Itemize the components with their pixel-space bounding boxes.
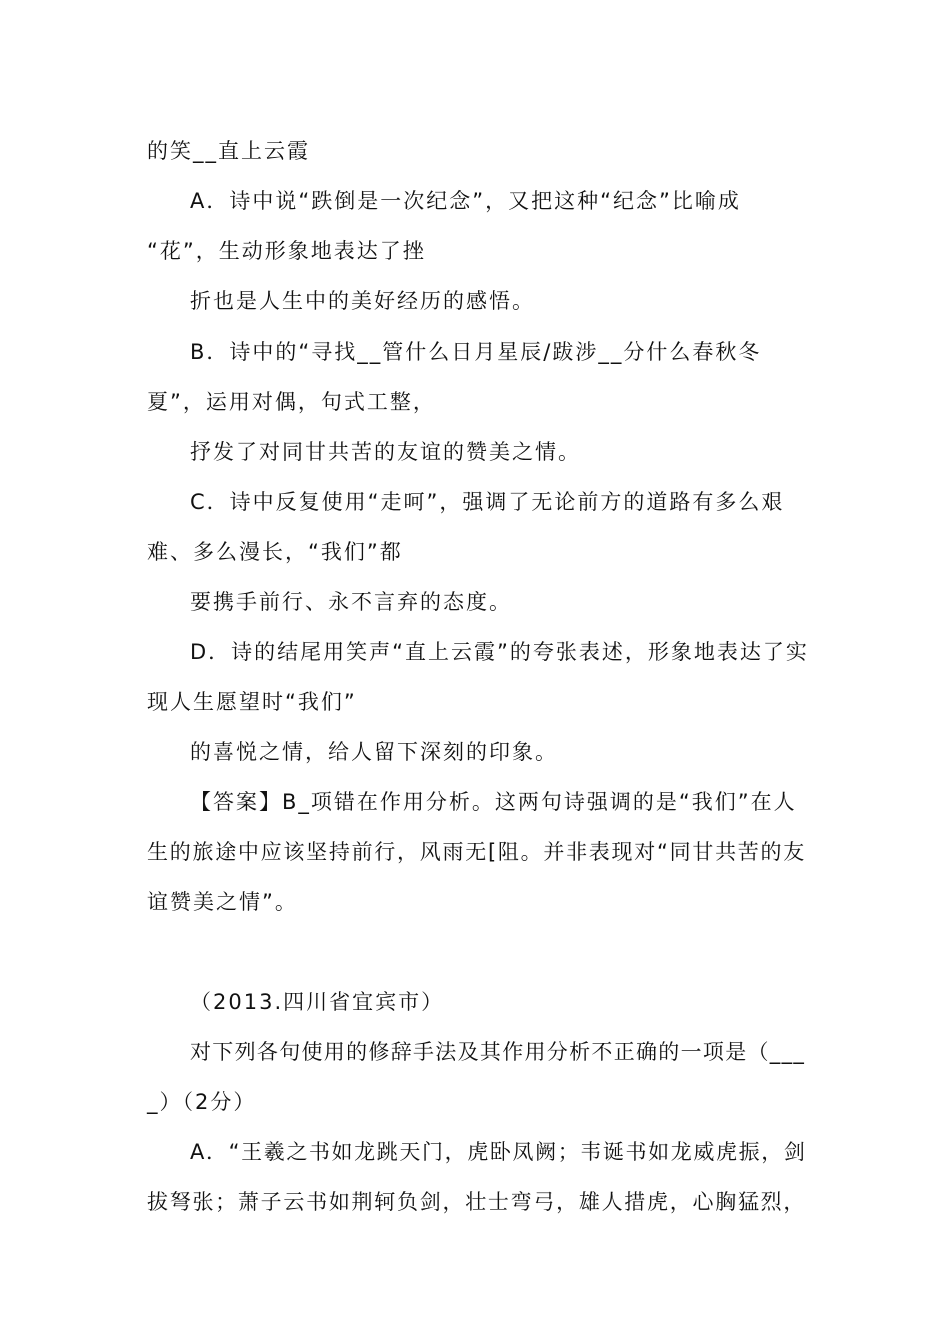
- text-line: 谊赞美之情”。: [147, 890, 298, 914]
- text-line: 抒发了对同甘共苦的友谊的赞美之情。: [190, 440, 581, 464]
- text-line: 难、多么漫长，“我们”都: [147, 540, 403, 564]
- text-line: 现人生愿望时“我们”: [147, 690, 357, 714]
- text-line: 拔弩张；萧子云书如荆轲负剑，壮士弯弓，雄人措虎，心胸猛烈，: [147, 1190, 807, 1214]
- option-b-line: B．诗中的“寻找__管什么日月星辰/跋涉__分什么春秋冬: [190, 340, 762, 364]
- question-line: 对下列各句使用的修辞手法及其作用分析不正确的一项是（___: [190, 1040, 806, 1064]
- text-line: 要携手前行、永不言弃的态度。: [190, 590, 512, 614]
- text-line: 折也是人生中的美好经历的感悟。: [190, 289, 535, 313]
- source-line: （2013.四川省宜宾市）: [190, 990, 445, 1014]
- option-c-line: C．诗中反复使用“走呵”，强调了无论前方的道路有多么艰: [190, 490, 785, 514]
- text-line: 的笑__直上云霞: [147, 139, 310, 163]
- text-line: 的喜悦之情，给人留下深刻的印象。: [190, 740, 558, 764]
- text-line: “花”，生动形象地表达了挫: [147, 239, 426, 263]
- option-a-line: A．“王羲之书如龙跳天门，虎卧凤阙；韦诞书如龙威虎振，剑: [190, 1140, 807, 1164]
- option-d-line: D．诗的结尾用笑声“直上云霞”的夸张表述，形象地表达了实: [190, 640, 809, 664]
- text-line: 夏”，运用对偶，句式工整，: [147, 390, 436, 414]
- text-line: 生的旅途中应该坚持前行，风雨无[阻。并非表现对“同甘共苦的友: [147, 840, 807, 864]
- answer-line: 【答案】B_项错在作用分析。这两句诗强调的是“我们”在人: [190, 790, 797, 814]
- option-a-line: A．诗中说“跌倒是一次纪念”，又把这种“纪念”比喻成: [190, 189, 741, 213]
- text-line: _）（2分）: [147, 1090, 257, 1114]
